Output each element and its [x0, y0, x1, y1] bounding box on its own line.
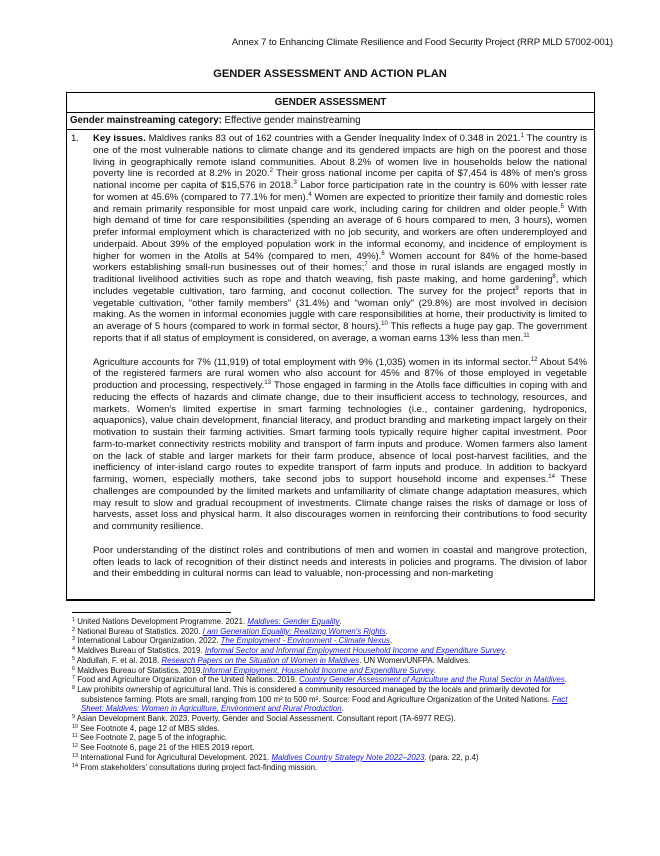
footnote-text: Maldives Bureau of Statistics. 2019. [77, 665, 203, 675]
footnote-reference[interactable]: 3 [293, 180, 297, 186]
paragraph-text: Women account for 84% of the home-based workers establishing small-run businesses out of their homes; [93, 250, 587, 274]
footnote-8 [72, 685, 592, 714]
footnote-link[interactable]: The Employment - Environment - Climate Nexus [220, 636, 390, 646]
footnote-6 [72, 666, 592, 676]
footnote-suffix: . (para. 22, p.4) [424, 752, 479, 762]
paragraph-text: Those engaged in farming in the Atolls face difficulties in coping with and reducing the effects of hazards and climate change, due to their insufficient access to technology, resources, and markets. Women's limited expertise in smart farming technologies (i.e., container gardening, hydroponics, aquaponics), value chain development, financial literacy, and product branding and marketing impact largely on their motivation to sustain their farming activities. Smart farming tools typically require higher capital investment. Poor farm-to-market connectivity restricts mobility and transport of farm inputs and produce. Women farmers also lament on the lack of stable and larger markets for their farm produce, absence of local post-harvest facilities, and the inefficiency of inter-island cargo routes to expedite transport of farm inputs and produce. In addition to backyard farming, women, especially mothers, take second jobs to support household income and expenses. [93, 380, 588, 485]
table-header: GENDER ASSESSMENT [67, 93, 594, 113]
footnote-number: 2 [72, 626, 75, 633]
footnote-reference[interactable]: 1 [520, 133, 524, 139]
footnote-reference[interactable]: 2 [269, 168, 273, 175]
footnote-reference[interactable]: 8 [552, 274, 556, 280]
assessment-paragraph [93, 545, 587, 580]
footnote-text: National Bureau of Statistics. 2020. [77, 626, 203, 636]
footnote-text: International Fund for Agricultural Development. 2021. [80, 752, 272, 762]
footnote-number: 4 [72, 646, 75, 653]
footnote-number: 10 [72, 723, 78, 730]
footnote-9 [72, 714, 592, 724]
paragraph-number: 1. [71, 133, 79, 144]
footnote-reference[interactable]: 11 [523, 332, 530, 339]
footnote-link[interactable]: I am Generation Equality: Realizing Women's Rights [202, 626, 386, 636]
assessment-paragraph [93, 133, 587, 345]
footnote-link[interactable]: Informal Employment, Household Income and Expenditure Survey [202, 665, 434, 675]
footnote-number: 1 [72, 617, 75, 623]
footnote-text: Food and Agriculture Organization of the United Nations. 2019. [77, 675, 300, 685]
footnote-number: 12 [72, 743, 78, 750]
footnote-text: United Nations Development Programme. 2021. [77, 617, 248, 626]
footnote-3 [72, 636, 592, 646]
category-row [67, 113, 594, 130]
paragraph-text: reports that in vegetable cultivation, "other family members" (31.4%) and "woman only" (29.8%) are most involved in decision making. As the women in informal economies juggle with care responsibilities at home, their productivity is limited to an average of 5 hours (compared to work in formal sector, 8 hours). [93, 285, 587, 332]
footnote-number: 9 [72, 714, 75, 721]
footnote-number: 7 [72, 675, 75, 682]
footnote-4 [72, 646, 592, 656]
paragraph-text: These challenges are compounded by the limited markets and unfamiliarity of climate change adaptation measures, which may result to slow and gradual recoupment of investments. Climate change raises the risks of damage or loss of harvests, asset loss and physical harm. It also discourages women in reinforcing their contributions to food security and community resilience. [93, 474, 587, 532]
footnote-number: 14 [72, 762, 78, 769]
paragraph-text: The country is one of the most vulnerable nations to climate change and its gendered impacts are high on the poorest and those living in geographically remote island communities. About 8.2% of women live in households below the national poverty line is recorded at 8.2% in 2020. [93, 133, 588, 180]
paragraph-text: Maldives ranks 83 out of 162 countries with a Gender Inequality Index of 0.348 in 2021. [145, 133, 521, 144]
paragraph-text: , which includes vegetable cultivation, taro farming, and coconut collection. The survey for the project [93, 274, 587, 297]
footnote-suffix: . [389, 636, 393, 646]
footnote-link[interactable]: Maldives Country Strategy Note 2022–2023 [271, 752, 425, 762]
footnote-number: 11 [72, 733, 78, 740]
footnote-text: See Footnote 4, page 12 of MBS slides. [80, 723, 220, 733]
footnote-10 [72, 724, 592, 734]
footnote-reference[interactable]: 9 [515, 285, 519, 292]
paragraph-text: About 54% of the registered farmers are rural women who also account for 45% and 87% of those employed in vegetable production and processing, respectively. [93, 356, 587, 391]
footnote-suffix: . [385, 626, 388, 636]
footnote-text: Law prohibits ownership of agricultural land. This is considered a community resourced managed by the locals and primarily devoted for subsistence farming. Plots are small, ranging from 100 m² to 500 m². Source: Food and Agriculture Organization of the United Nations. [77, 684, 553, 704]
paragraphs [93, 133, 587, 580]
footnote-reference[interactable]: 7 [364, 262, 368, 269]
footnote-12 [72, 743, 592, 753]
footnote-suffix: . [504, 646, 508, 656]
paragraph-text: Agriculture accounts for 7% (11,919) of total employment with 9% (1,035) women in its informal sector. [93, 356, 531, 368]
footnote-5 [72, 656, 592, 666]
footnote-number: 13 [72, 752, 78, 759]
footnote-suffix: . [341, 704, 344, 714]
paragraph-text: Their gross national income per capita of $7,454 is 48% of men's gross national income per capita of $15,576 in 2018. [93, 168, 587, 191]
assessment-body [67, 130, 594, 580]
footnote-text: From stakeholders' consultations during project fact-finding mission. [80, 762, 318, 772]
paragraph-lead: Key issues. [93, 133, 146, 144]
footnote-number: 3 [72, 636, 75, 643]
footnote-7 [72, 675, 592, 685]
paragraph-text: Women are expected to prioritize their family and domestic roles and remain primarily responsible for most unpaid care work, including caring for children and older people. [93, 191, 587, 215]
footnote-11 [72, 733, 592, 743]
footnote-suffix: . [433, 665, 436, 675]
footnote-number: 8 [72, 684, 75, 691]
running-header: Annex 7 to Enhancing Climate Resilience and Food Security Project (RRP MLD 57002-001) [231, 37, 613, 48]
footnote-text: Asian Development Bank. 2023. Poverty, Gender and Social Assessment. Consultant report (TA-6977 REG). [76, 714, 456, 724]
footnote-13 [72, 753, 592, 763]
footnote-link[interactable]: Research Papers on the Situation of Women in Maldives [161, 655, 360, 665]
paragraph-text: Labor force participation rate in the country is 60% with lesser rate for women at 45.6% (compared to 77.1% for men). [93, 180, 587, 203]
footnote-text: See Footnote 2, page 5 of the infographic. [79, 733, 228, 743]
footnote-reference[interactable]: 12 [530, 356, 538, 363]
footnote-reference[interactable]: 6 [381, 250, 385, 257]
footnote-number: 6 [72, 665, 75, 672]
footnote-2 [72, 627, 592, 637]
footnote-number: 5 [72, 655, 75, 662]
footnote-14 [72, 763, 592, 773]
footnote-text: Abdullah, F. et al. 2018. [76, 655, 162, 665]
footnote-suffix: . [339, 617, 342, 626]
footnote-reference[interactable]: 10 [381, 321, 388, 327]
footnote-suffix: . [564, 675, 567, 685]
gender-assessment-table [66, 92, 595, 601]
footnote-text: Maldives Bureau of Statistics. 2019. [77, 646, 205, 656]
category-value: Effective gender mainstreaming [221, 115, 361, 126]
footnote-text: See Footnote 6, page 21 of the HIES 2019 report. [80, 743, 255, 753]
paragraph-text: Poor understanding of the distinct roles and contributions of men and women in coastal and mangrove protection, often leads to lack of recognition of their distinct needs and interests in policies and programs. The division of labor and their embedding in cultural norms can lead to valuable, non-processing and non-marketing [93, 544, 587, 580]
footnote-link[interactable]: Country Gender Assessment of Agriculture and the Rural Sector in Maldives [299, 675, 565, 685]
paragraph-text: and those in rural islands are engaged mostly in traditional livelihood activities such as rope and thatch weaving, fish paste making, and home gardening [93, 262, 587, 285]
footnote-separator [72, 612, 231, 613]
footnote-text: International Labour Organization. 2022. [77, 636, 221, 646]
footnote-link[interactable]: Informal Sector and Informal Employment Household Income and Expenditure Survey [204, 646, 505, 656]
footnote-reference[interactable]: 4 [308, 191, 312, 198]
footnote-reference[interactable]: 13 [264, 380, 271, 386]
category-label: Gender mainstreaming category: [70, 115, 222, 126]
footnote-reference[interactable]: 5 [560, 203, 564, 210]
footnote-1 [72, 617, 592, 627]
footnote-link[interactable]: Fact Sheet: Maldives: Women in Agriculture, Environment and Rural Production [81, 694, 568, 714]
assessment-paragraph [93, 357, 587, 533]
footnote-reference[interactable]: 14 [548, 474, 555, 480]
footnotes [72, 617, 592, 772]
document-title: GENDER ASSESSMENT AND ACTION PLAN [213, 68, 447, 80]
paragraph-text: This reflects a huge pay gap. The government reports that if all status of employment is considered, on average, a woman earns 13% less than men. [93, 321, 587, 344]
footnote-suffix: . UN Women/UNFPA. Maldives. [359, 655, 471, 665]
paragraph-text: With high demand of time for care responsibilities (spending an average of 6 hours compared to men, 3 hours), women prefer informal employment which is characterized with no job security, and workers are often underemployed and underpaid. About 39% of the employed population work in the informal economy, and incidence of employment is higher for women in the Atolls at 54% (compared to men, 49%). [93, 203, 587, 262]
footnote-link[interactable]: Maldives: Gender Equality [247, 617, 340, 626]
